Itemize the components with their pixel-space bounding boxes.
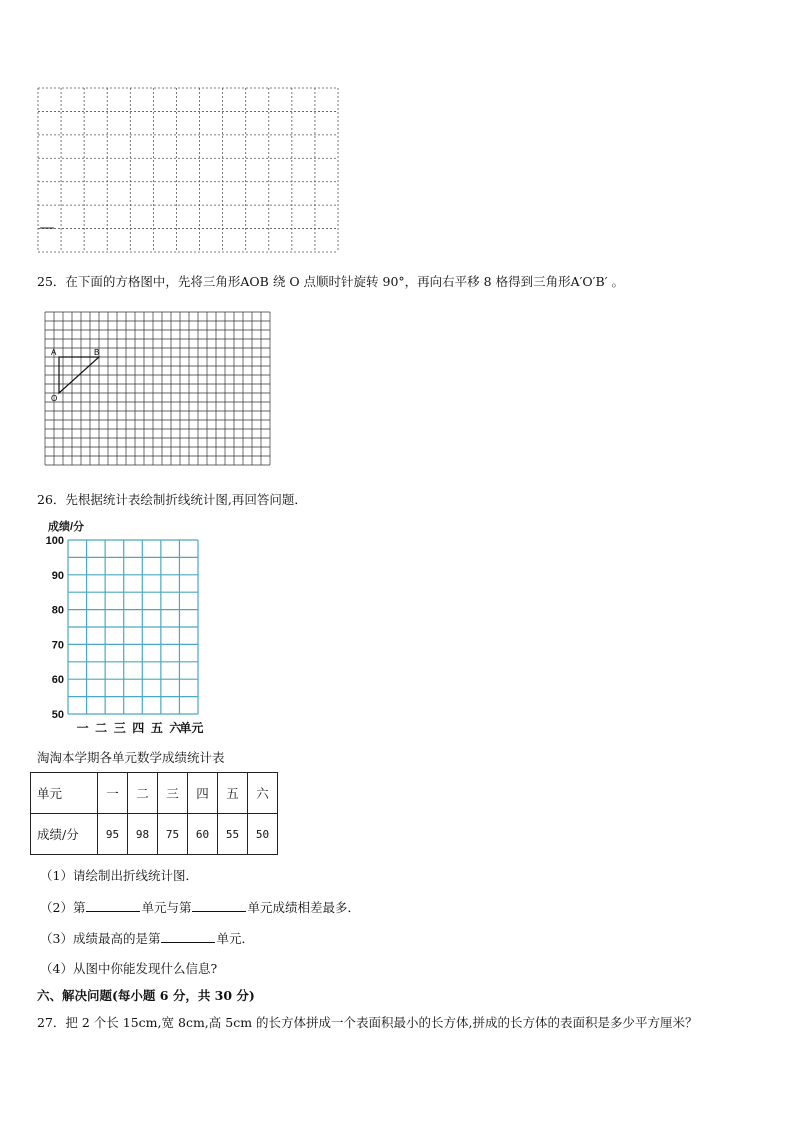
- chart-y-title: 成绩/分: [48, 521, 85, 533]
- table-cell-score: 95: [98, 814, 128, 855]
- table-header-score: 成绩/分: [31, 814, 98, 855]
- answer-blank[interactable]: [86, 899, 140, 912]
- table-cell-unit: 三: [158, 773, 188, 814]
- sub-question-2-part-a: （2）第: [40, 900, 86, 915]
- table-header-unit: 单元: [31, 773, 98, 814]
- sub-question-1: （1）请绘制出折线统计图．: [40, 868, 198, 883]
- table-cell-score: 98: [128, 814, 158, 855]
- sub-question-2-part-b: 单元与第: [141, 900, 192, 915]
- label-o: O: [51, 394, 58, 403]
- section-6-title: 六、解决问题(每小题 6 分，共 30 分): [37, 988, 255, 1003]
- answer-blank[interactable]: [161, 930, 215, 943]
- answer-blank[interactable]: [192, 899, 246, 912]
- sub-question-3: [40, 929, 254, 947]
- rotation-grid: [40, 306, 272, 468]
- question-26-text: 26．先根据统计表绘制折线统计图,再回答问题．: [37, 492, 307, 507]
- line-chart-grid: [40, 530, 230, 740]
- table-cell-score: 75: [158, 814, 188, 855]
- sub-question-2: [40, 898, 360, 916]
- y-tick-label: 60: [51, 674, 64, 687]
- table-row-units: [31, 773, 278, 814]
- table-title: 淘淘本学期各单元数学成绩统计表: [37, 750, 225, 765]
- question-25-text: 25．在下面的方格图中，先将三角形AOB 绕 O 点顺时针旋转 90°，再向右平移 8 格得到三角形A′O′B′ 。: [37, 274, 625, 289]
- dashed-grid-top: [36, 86, 342, 254]
- table-cell-score: 55: [218, 814, 248, 855]
- y-tick-label: 100: [45, 535, 64, 547]
- y-tick-label: 80: [51, 604, 64, 617]
- sub-question-3-part-a: （3）成绩最高的是第: [40, 931, 161, 946]
- score-table: [30, 772, 278, 855]
- x-tick-label: 五: [150, 721, 163, 735]
- table-cell-unit: 六: [248, 773, 278, 814]
- label-a: A: [51, 348, 57, 357]
- table-cell-score: 50: [248, 814, 278, 855]
- table-cell-unit: 四: [188, 773, 218, 814]
- table-cell-unit: 二: [128, 773, 158, 814]
- x-tick-label: 四: [132, 721, 145, 735]
- x-tick-label: 二: [95, 721, 108, 735]
- y-tick-label: 90: [51, 569, 64, 582]
- sub-question-2-part-c: 单元成绩相差最多．: [247, 900, 360, 915]
- x-tick-label: 一: [76, 721, 89, 735]
- sub-question-4: （4）从图中你能发现什么信息?: [40, 961, 218, 976]
- x-axis-unit-label: 单元: [179, 721, 204, 735]
- label-b: B: [94, 348, 100, 357]
- table-cell-unit: 五: [218, 773, 248, 814]
- table-row-scores: [31, 814, 278, 855]
- y-tick-label: 70: [51, 639, 64, 652]
- question-27-text: 27．把 2 个长 15cm,宽 8cm,高 5cm 的长方体拼成一个表面积最小的长方体,拼成的长方体的表面积是多少平方厘米？: [37, 1015, 698, 1030]
- x-tick-label: 三: [113, 721, 126, 735]
- sub-question-3-part-b: 单元．: [216, 931, 254, 946]
- x-tick-label: 六: [169, 721, 182, 735]
- table-cell-score: 60: [188, 814, 218, 855]
- table-cell-unit: 一: [98, 773, 128, 814]
- y-tick-label: 50: [51, 709, 64, 721]
